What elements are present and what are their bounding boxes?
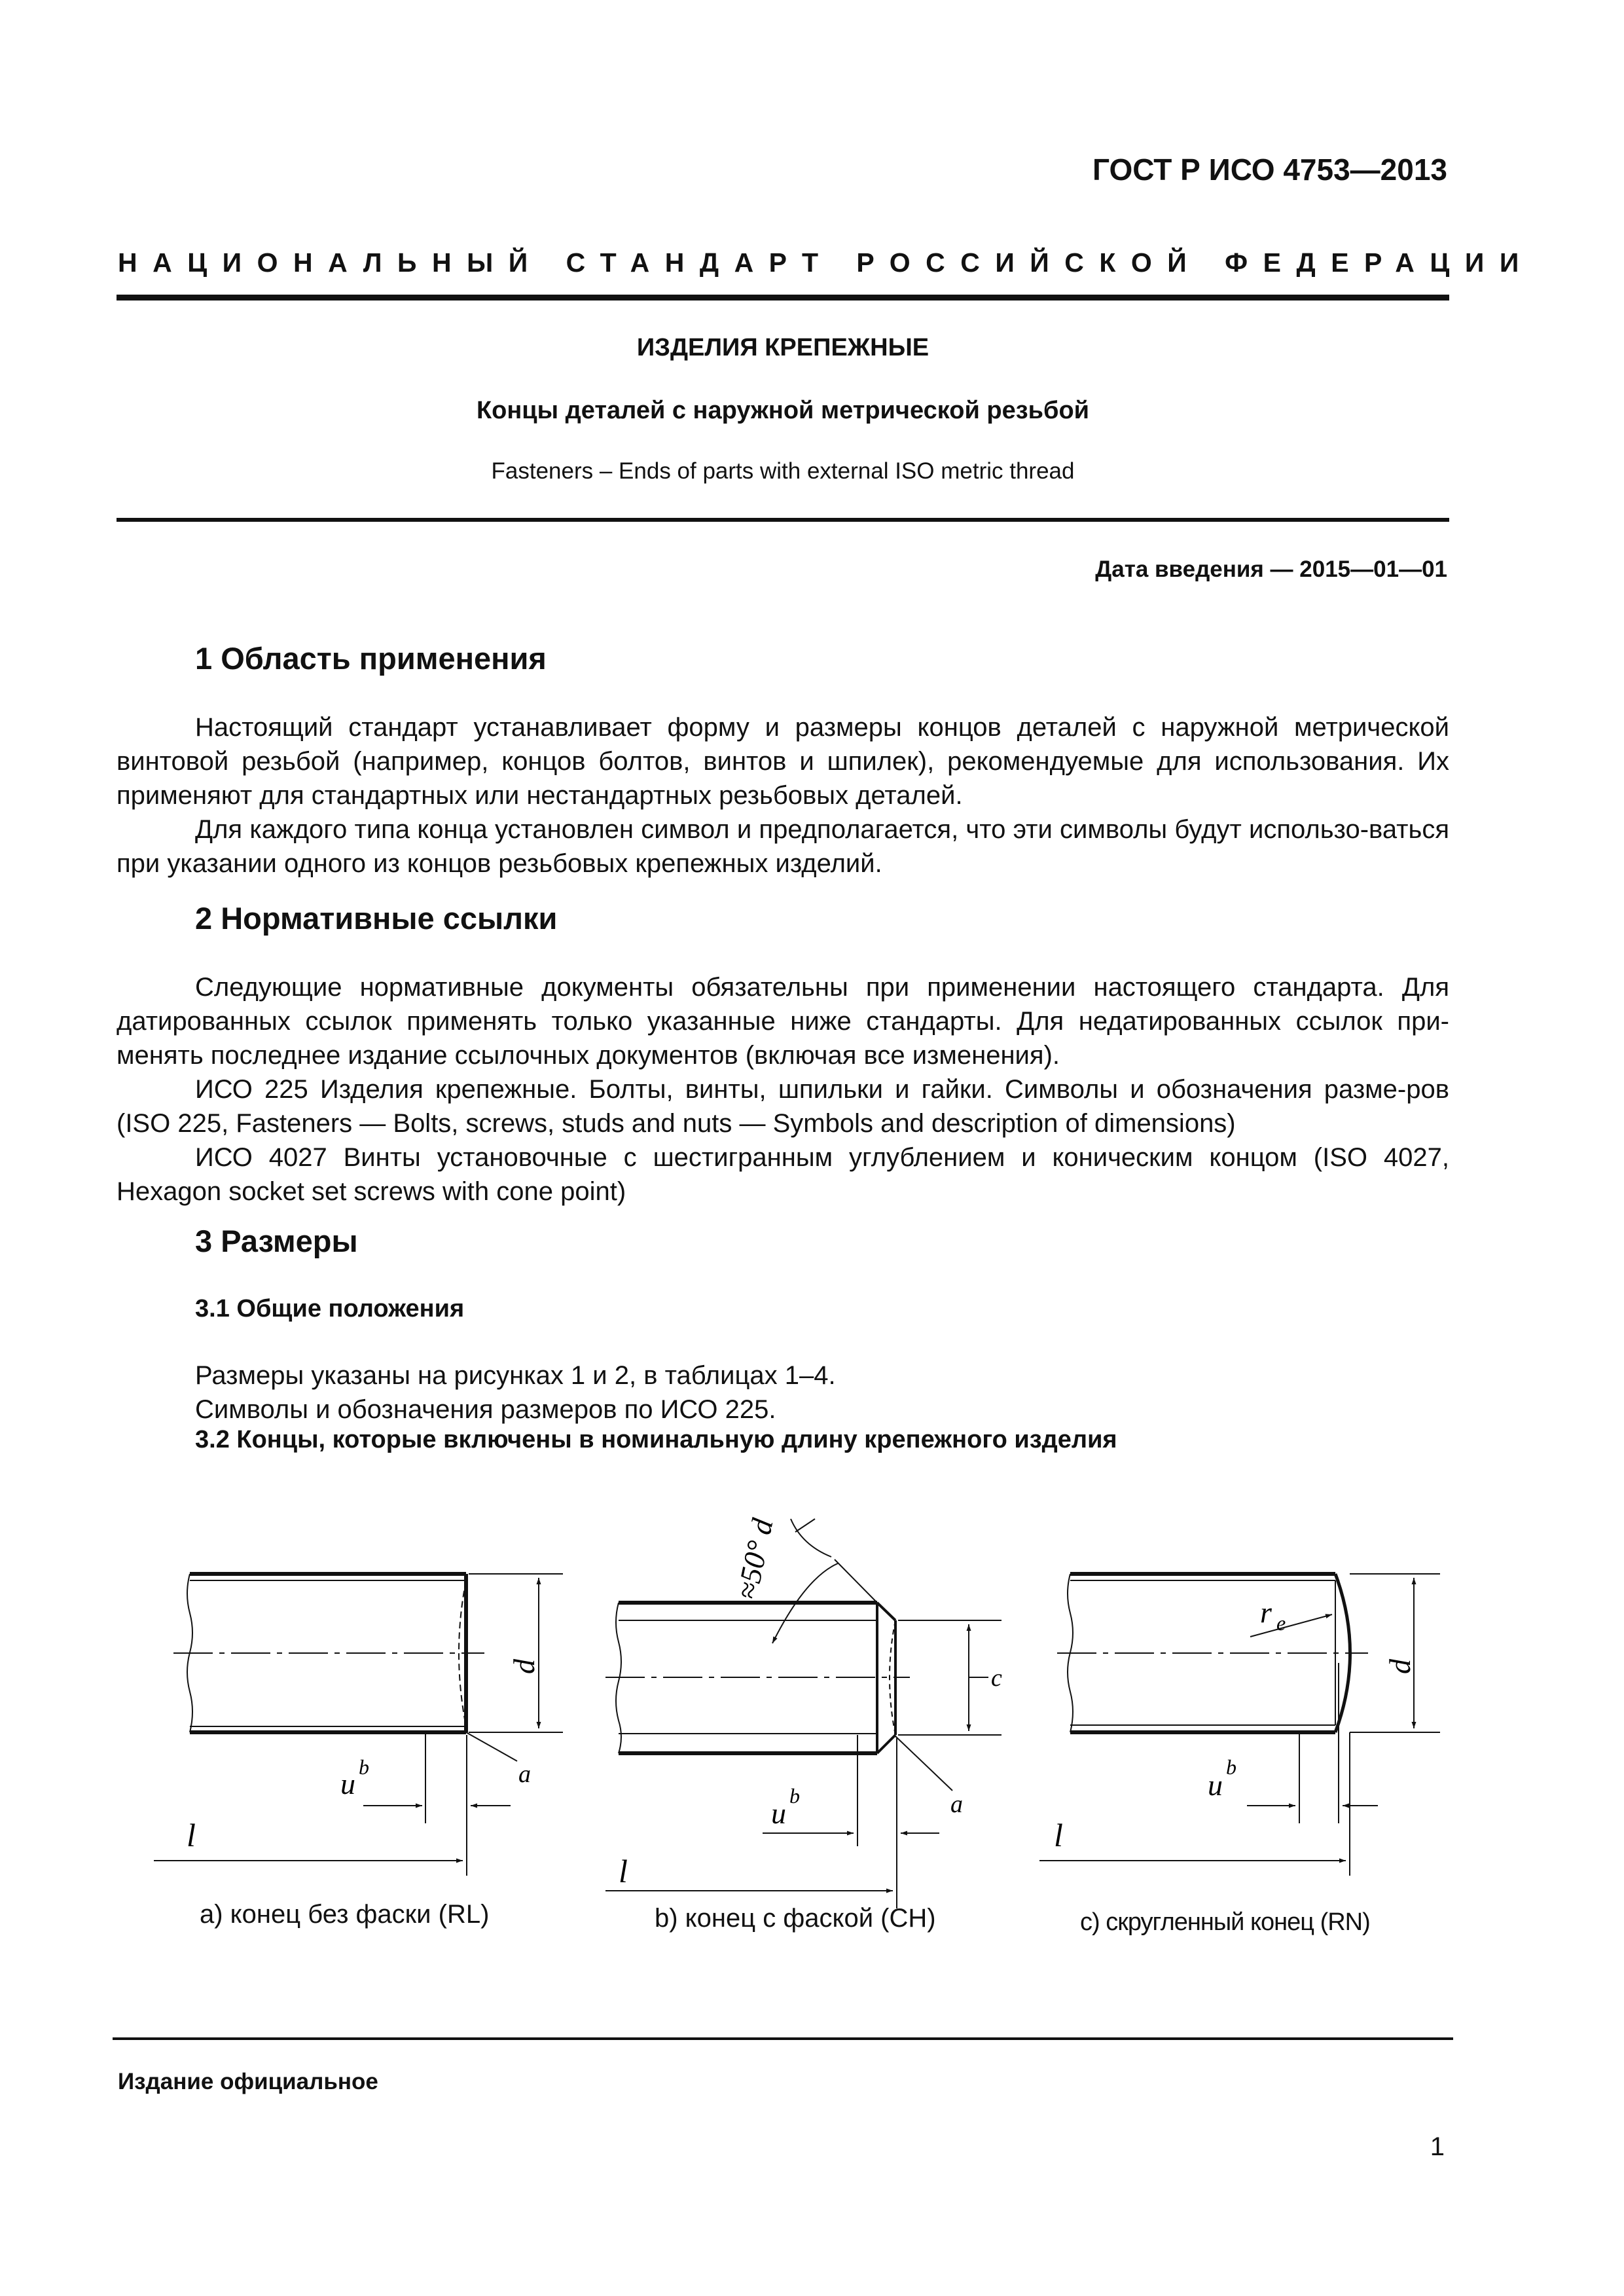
figure-c-label-u-sup: b bbox=[1226, 1755, 1236, 1779]
figure-b-ch bbox=[605, 1519, 1001, 1908]
figure-b-label-angle: ≈50° d bbox=[729, 1516, 780, 1603]
header-rule bbox=[117, 295, 1449, 301]
document-title: ИЗДЕЛИЯ КРЕПЕЖНЫЕ bbox=[636, 334, 929, 361]
figure-c-caption: c) скругленный конец (RN) bbox=[1080, 1908, 1370, 1936]
figure-c-rn bbox=[1039, 1574, 1440, 1876]
national-standard-banner: НАЦИОНАЛЬНЫЙ СТАНДАРТ РОССИЙСКОЙ ФЕДЕРАЦИИ bbox=[118, 247, 1534, 278]
figure-b-label-a: a bbox=[950, 1791, 963, 1818]
page-number: 1 bbox=[1430, 2132, 1445, 2161]
section-2-paragraph-2: ИСО 225 Изделия крепежные. Болты, винты, шпильки и гайки. Символы и обозначения разме-ров (ISO 225, Fasteners — Bolts, screws, studs and nuts — Symbols and description of dimensions) bbox=[117, 1075, 1449, 1138]
figure-c-label-l: l bbox=[1054, 1817, 1063, 1853]
figure-c-label-u: u bbox=[1208, 1768, 1223, 1802]
section-3-1-line-2: Символы и обозначения размеров по ИСО 225. bbox=[195, 1395, 776, 1424]
introduction-date: Дата введения — 2015—01—01 bbox=[1095, 556, 1447, 582]
figure-a-label-u-sup: b bbox=[359, 1755, 369, 1779]
figure-a-label-a: a bbox=[518, 1760, 531, 1788]
figure-c-label-r: r bbox=[1260, 1595, 1272, 1629]
figure-b-label-c: c bbox=[991, 1664, 1002, 1692]
official-edition-label: Издание официальное bbox=[118, 2069, 378, 2094]
section-1-paragraph-1: Настоящий стандарт устанавливает форму и размеры концов деталей с наружной метрической винтовой резьбой (например, концов болтов, винтов и шпилек), рекомендуемые для использования. Их применяют для стандартных или нестандартных резьбовых деталей. bbox=[117, 713, 1449, 810]
figure-a-label-d: d bbox=[507, 1659, 541, 1674]
figure-a-rl bbox=[154, 1574, 563, 1876]
footer-rule bbox=[113, 2037, 1453, 2040]
section-2-heading: 2 Нормативные ссылки bbox=[195, 901, 558, 936]
figure-b-label-u: u bbox=[771, 1796, 786, 1830]
document-title-english: Fasteners – Ends of parts with external ISO metric thread bbox=[491, 458, 1075, 484]
subsection-3-2-heading: 3.2 Концы, которые включены в номинальную длину крепежного изделия bbox=[195, 1426, 1117, 1453]
section-1-paragraph-2: Для каждого типа конца установлен символ и предполагается, что эти символы будут использо-ваться при указании одного из концов резьбовых крепежных изделий. bbox=[117, 815, 1449, 878]
figure-c-label-d: d bbox=[1383, 1659, 1416, 1674]
document-code: ГОСТ Р ИСО 4753—2013 bbox=[1092, 153, 1447, 187]
figure-a-caption: а) конец без фаски (RL) bbox=[200, 1900, 490, 1929]
title-rule bbox=[117, 518, 1449, 522]
section-2-paragraph-1: Следующие нормативные документы обязательны при применении настоящего стандарта. Для датированных ссылок применять только указанные ниже стандарты. Для недатированных ссылок при-менять последнее издание ссылочных документов (включая все изменения). bbox=[117, 973, 1449, 1070]
section-2-paragraph-3: ИСО 4027 Винты установочные с шестигранным углублением и коническим концом (ISO 4027, Hexagon socket set screws with cone point) bbox=[117, 1143, 1449, 1206]
section-3-1-line-1: Размеры указаны на рисунках 1 и 2, в таблицах 1–4. bbox=[195, 1361, 836, 1390]
thread-ends-figure bbox=[0, 1473, 1624, 1931]
document-subtitle: Концы деталей с наружной метрической резьбой bbox=[476, 397, 1090, 424]
figure-b-label-u-sup: b bbox=[789, 1784, 800, 1808]
subsection-3-1-heading: 3.1 Общие положения bbox=[195, 1295, 465, 1322]
figure-b-label-l: l bbox=[619, 1853, 628, 1889]
section-1-heading: 1 Область применения bbox=[195, 641, 547, 676]
figure-c-label-r-sub: e bbox=[1276, 1611, 1286, 1635]
figure-b-caption: b) конец с фаской (CH) bbox=[655, 1904, 936, 1933]
section-3-heading: 3 Размеры bbox=[195, 1224, 358, 1258]
figure-a-label-l: l bbox=[187, 1817, 196, 1853]
figure-a-label-u: u bbox=[340, 1767, 355, 1800]
